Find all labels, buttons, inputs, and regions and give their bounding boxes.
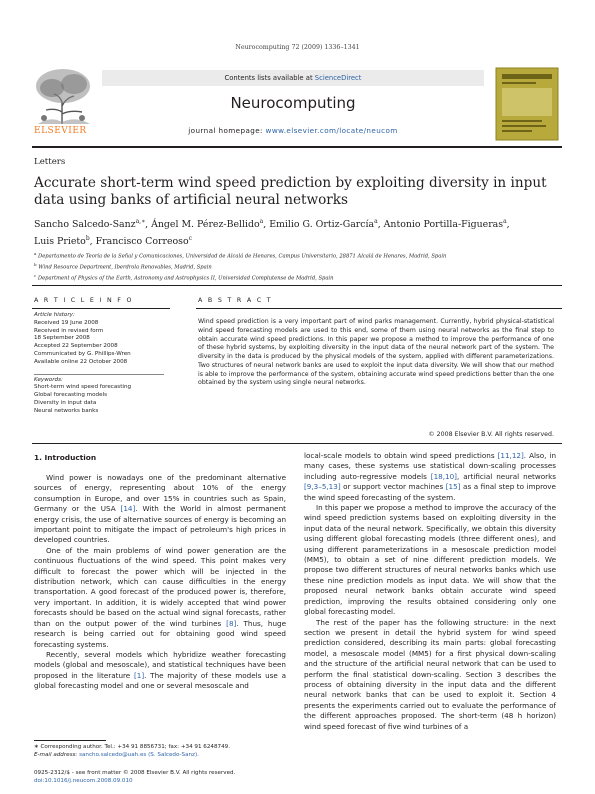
- right-column: [304, 451, 556, 732]
- keyword: Short-term wind speed forecasting: [34, 384, 132, 391]
- affiliation: $^c$ Department of Physics of the Earth, Astronomy and Astrophysics II, Universidad Complutense de Madrid, Spain: [34, 273, 334, 283]
- paragraph: In this paper we propose a method to improve the accuracy of the wind speed prediction systems based on exploiting diversity in the input data of the neural network. Specifically, we obtain this diversity using different global forecasting models (three different ones), and using different parameterizations in a mesoscale prediction model (MM5), to obtain a set of nine different prediction models. We propose two different structures of neural networks banks which use these nine prediction models as input data. We will show that the proposed neural network banks obtain accurate wind speed prediction, improving the results obtained considering only one global forecasting model.: [304, 503, 556, 617]
- history-item: Received in revised form: [34, 327, 104, 334]
- article-info: [34, 312, 164, 416]
- author[interactable]: Francisco Correoso$^c$: [95, 234, 192, 247]
- author[interactable]: Ángel M. Pérez-Bellido$^a$: [151, 218, 264, 231]
- info-rule: [32, 308, 170, 309]
- citation-link[interactable]: [8]: [226, 618, 237, 628]
- history-item: Available online 22 October 2008: [34, 358, 128, 365]
- article-title: Accurate short-term wind speed prediction by exploiting diversity in input data using banks of artificial neural networks: [34, 175, 547, 208]
- keywords-label: Keywords:: [34, 376, 63, 383]
- header-rule: [32, 146, 562, 148]
- affiliations: [34, 250, 564, 283]
- abstract-heading: A B S T R A C T: [198, 297, 273, 304]
- journal-cover-image: [492, 66, 562, 142]
- journal-name: Neurocomputing: [230, 94, 356, 112]
- elsevier-tree-logo: [32, 66, 96, 142]
- history-item: Communicated by G. Phillips-Wren: [34, 350, 131, 357]
- citation-link[interactable]: [18,10]: [430, 471, 457, 481]
- history-item: Received 19 June 2008: [34, 319, 99, 326]
- paragraph: local-scale models to obtain wind speed predictions [11,12]. Also, in many cases, these systems use statistical down-scaling processes including auto-regressive models [18,10], artificial neural networks [9,3–5,13] or support vector machines [15] as a final step to improve the wind speed forecasting of the system.: [304, 451, 557, 502]
- paragraph: Wind power is nowadays one of the predominant alternative sources of energy, representing about 10% of the energy consumption in Europe, and over 15% in countries such as Spain, Germany or the USA [14]. With the World in almost permanent energy crisis, the use of alternative sources of energy is becoming an important point to mitigate the impact of petroleum's high prices in developed countries.: [34, 473, 286, 545]
- citation-link[interactable]: [1]: [133, 670, 145, 680]
- issn-block: [34, 769, 294, 785]
- paragraph: The rest of the paper has the following structure: in the next section we present in detail the hybrid system for wind speed prediction considered, describing its main parts: global forecasting model, a mesoscale model (MM5) for a first physical down-scaling and the structure of the artificial neural network that can be used to perform the final statistical down-scaling. Section 3 describes the process of obtaining diversity in the input data and the different neural network banks that can be used to exploit it. Section 4 presents the experiments carried out to evaluate the performance of the different approaches proposed. The short-term (48 h horizon) wind speed forecast of five wind turbines of a: [304, 617, 556, 731]
- author[interactable]: Emilio G. Ortiz-García$^a$: [269, 218, 378, 231]
- contents-prefix: Contents lists available at: [224, 74, 315, 82]
- publisher-name: ELSEVIER: [34, 126, 87, 136]
- sciencedirect-link[interactable]: ScienceDirect: [314, 74, 362, 82]
- abstract-rule: [196, 308, 562, 309]
- abstract-bottom-rule: [32, 443, 562, 444]
- homepage-prefix: journal homepage:: [188, 126, 266, 135]
- abstract-copyright: © 2008 Elsevier B.V. All rights reserved.: [428, 431, 554, 438]
- email-line: E-mail address: sancho.salcedo@uah.es (S. Salcedo-Sanz).: [34, 752, 199, 758]
- homepage-link[interactable]: www.elsevier.com/locate/neucom: [265, 126, 398, 135]
- history-item: 18 September 2008: [34, 335, 90, 342]
- section-type: Letters: [34, 157, 66, 167]
- affiliation: $^a$ Departamento de Teoría de la Señal y Comunicaciones, Universidad de Alcalá de Henares, Campus Universitario, 28871 Alcalá de Henares, Madrid, Spain: [34, 251, 447, 260]
- issn-line: 0925-2312/$ - see front matter © 2008 Elsevier B.V. All rights reserved.: [34, 770, 236, 776]
- article-info-heading: A R T I C L E I N F O: [34, 297, 134, 304]
- corresponding-author: ∗ Corresponding author. Tel.: +34 91 8856731; fax: +34 91 6248749.: [34, 744, 230, 750]
- paragraph: One of the main problems of wind power generation are the continuous fluctuations of the wind speed. This point makes very difficult to forecast the power which will be injected in the distribution network, which can cause difficulties in the energy transportation. A good forecast of the produced power is, therefore, very important. In addition, it is widely accepted that wind power forecasts should be based on the actual wind signal forecasts, rather than on the output power of the wind turbines [8]. Thus, huge research is being carried out for obtaining good wind speed forecasting systems.: [34, 545, 286, 649]
- left-column: [34, 473, 286, 692]
- citation-link[interactable]: [9,3–5,13]: [304, 482, 341, 492]
- affiliation-rule: [32, 285, 562, 286]
- journal-reference: Neurocomputing 72 (2009) 1336–1341: [235, 44, 360, 51]
- doi-link[interactable]: doi:10.1016/j.neucom.2008.09.010: [34, 778, 133, 784]
- keyword: Neural networks banks: [34, 407, 99, 414]
- author[interactable]: Antonio Portilla-Figueras$^a$: [383, 218, 507, 231]
- journal-header: [32, 66, 562, 142]
- author[interactable]: Sancho Salcedo-Sanz$^{a,∗}$: [34, 218, 146, 231]
- contents-bar: [102, 70, 484, 86]
- author-list: Sancho Salcedo-Sanz$^{a,∗}$, Ángel M. Pérez-Bellido$^a$, Emilio G. Ortiz-García$^a$, Antonio Portilla-Figueras$^a$, Luis Prieto$^b$, Francisco Correoso$^c$: [34, 218, 510, 247]
- citation-link[interactable]: [15]: [445, 482, 461, 492]
- footnote-rule: [34, 740, 106, 741]
- history-item: Accepted 22 September 2008: [34, 343, 118, 350]
- history-label: Article history:: [34, 312, 75, 318]
- keyword: Global forecasting models: [34, 392, 108, 399]
- paragraph: Recently, several models which hybridize weather forecasting models (global and mesoscale), and statistical techniques have been proposed in the literature [1]. The majority of these models use a global forecasting model and one or several mesoscale and: [34, 649, 286, 691]
- citation-link[interactable]: [14]: [120, 504, 136, 514]
- abstract-text: Wind speed prediction is a very important part of wind parks management. Currently, hybrid physical-statistical wind speed forecasting models are used to this end, some of them using neural networks as the final step to obtain accurate wind speed predictions. In this paper we propose a method to improve the performance of one of these hybrid systems, by exploiting diversity in the input data of the neural network part of the system. The diversity in the data is produced by the physical models of the system, applied with different parameterizations. Two structures of neural network banks are used to exploit the input data diversity. We will show that our method is able to improve the performance of the system, obtaining accurate wind speed predictions better than the one obtained by the system using single neural networks.: [198, 318, 554, 387]
- affiliation: $^b$ Wind Resource Department, Iberdrola Renovables, Madrid, Spain: [34, 262, 212, 271]
- author[interactable]: Luis Prieto$^b$: [34, 234, 90, 247]
- keyword: Diversity in input data: [34, 399, 97, 406]
- citation-link[interactable]: [11,12]: [497, 451, 524, 460]
- footnote: [34, 743, 286, 759]
- introduction-heading: 1. Introduction: [34, 453, 97, 462]
- email-link[interactable]: sancho.salcedo@uah.es (S. Salcedo-Sanz).: [79, 752, 199, 758]
- journal-homepage: [102, 126, 484, 135]
